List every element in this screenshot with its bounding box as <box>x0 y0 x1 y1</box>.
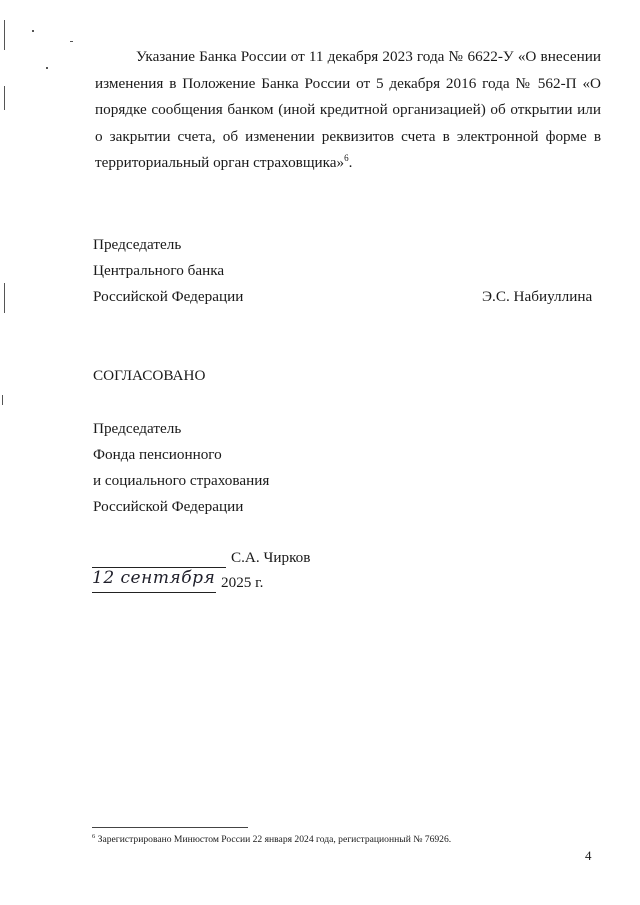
cb-signer-name: Э.С. Набиуллина <box>482 288 593 305</box>
main-paragraph-end: . <box>348 154 353 171</box>
approval-title-line-2: Фонда пенсионного <box>93 446 222 463</box>
approval-title-line-1: Председатель <box>93 420 182 437</box>
footnote-marker: 6 <box>92 832 96 840</box>
scan-mark <box>4 20 5 50</box>
footnote-reference: 6 <box>344 152 349 163</box>
approval-title-line-4: Российской Федерации <box>93 498 244 515</box>
approval-heading: СОГЛАСОВАНО <box>93 367 206 384</box>
scan-mark <box>4 86 5 110</box>
cb-title-line-3: Российской Федерации <box>93 288 244 305</box>
approval-title-line-3: и социального страхования <box>93 472 270 489</box>
footnote-divider <box>92 827 248 828</box>
date-year: 2025 г. <box>221 574 264 591</box>
date-line <box>92 592 216 593</box>
scan-mark <box>2 395 3 405</box>
footnote <box>92 834 451 845</box>
footnote-text: Зарегистрировано Минюстом России 22 января 2024 года, регистрационный № 76926. <box>97 834 452 845</box>
scan-mark <box>46 67 48 69</box>
scan-mark <box>4 283 5 313</box>
page-number: 4 <box>585 848 592 863</box>
cb-title-line-2: Центрального банка <box>93 262 225 279</box>
main-paragraph <box>95 44 601 177</box>
cb-title-line-1: Председатель <box>93 236 182 253</box>
main-paragraph-text: Указание Банка России от 11 декабря 2023 года № 6622-У «О внесении изменения в Положение Банка России от 5 декабря 2016 года № 562-П «О порядке сообщения банком (иной кредитной организацией) об открытии или о закрытии счета, об изменении реквизитов счета в электронной форме в территориальный орган страховщика» <box>95 48 601 171</box>
scan-mark <box>70 41 73 42</box>
approval-signer-name: С.А. Чирков <box>231 549 311 566</box>
scan-mark <box>32 30 34 32</box>
handwritten-date: 12 сентября <box>92 568 216 588</box>
